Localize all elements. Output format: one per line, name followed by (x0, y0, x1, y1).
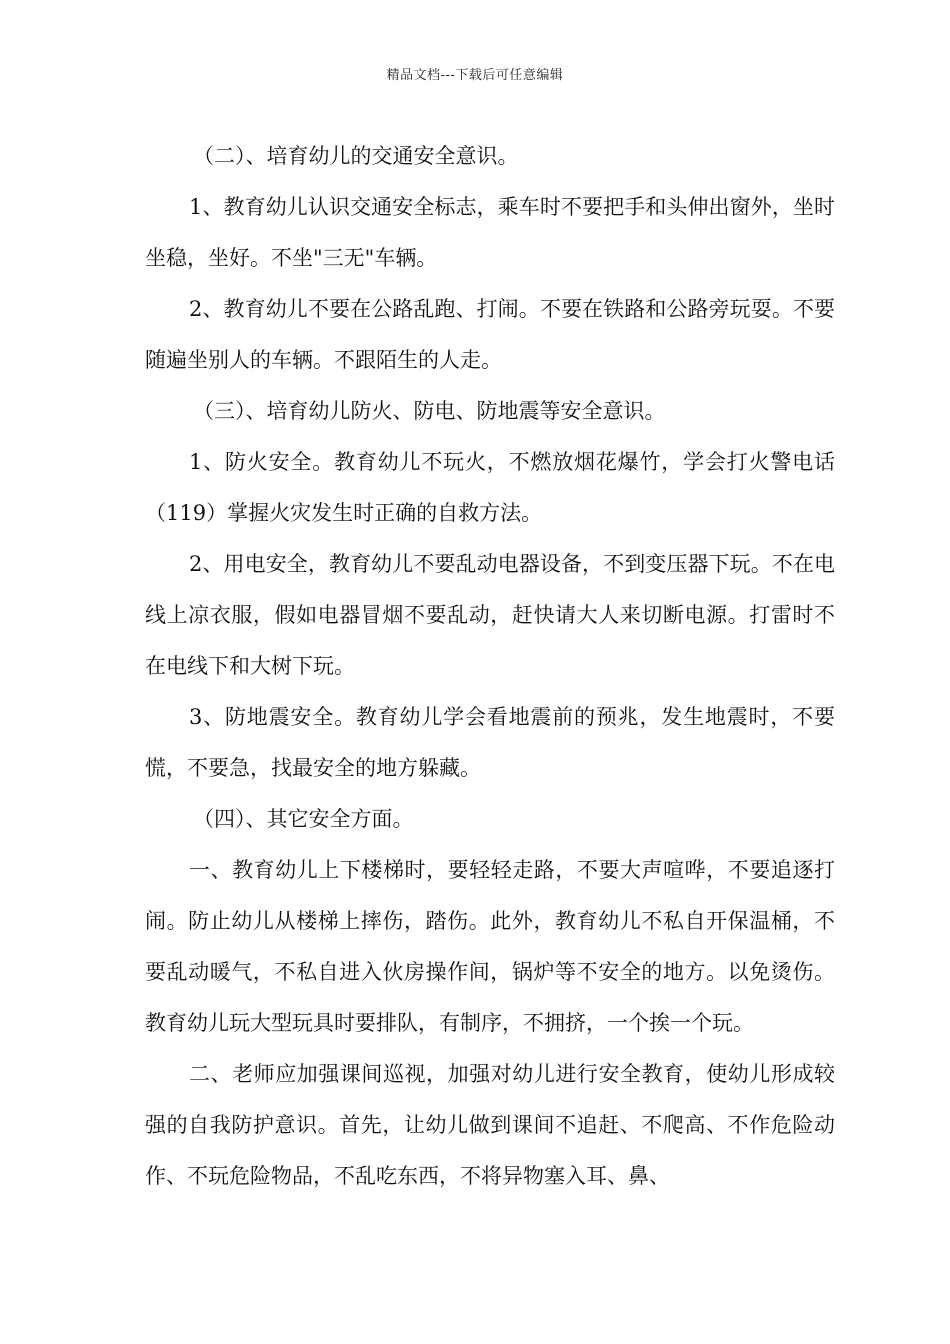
section-heading-traffic: （二）、培育幼儿的交通安全意识。 (193, 144, 519, 168)
section-heading-other: （四）、其它安全方面。 (193, 807, 414, 831)
paragraph-road-safety: 2、教育幼儿不要在公路乱跑、打闹。不要在铁路和公路旁玩耍。不要随遍坐别人的车辆。不跟陌生的人走。 (145, 297, 835, 372)
paragraph-traffic-signs: 1、教育幼儿认识交通安全标志，乘车时不要把手和头伸出窗外，坐时坐稳，坐好。不坐"三无"车辆。 (145, 195, 835, 270)
document-body (145, 131, 835, 1202)
paragraph-teacher-supervision: 二、老师应加强课间巡视，加强对幼儿进行安全教育，使幼儿形成较强的自我防护意识。首先，让幼儿做到课间不追赶、不爬高、不作危险动作、不玩危险物品，不乱吃东西，不将异物塞入耳、鼻、 (145, 1062, 835, 1188)
paragraph-fire-safety: 1、防火安全。教育幼儿不玩火，不燃放烟花爆竹，学会打火警电话（119）掌握火灾发生时正确的自救方法。 (145, 450, 835, 525)
section-heading-fire-electric-quake: （三）、培育幼儿防火、防电、防地震等安全意识。 (193, 399, 666, 423)
paragraph-stairs-safety: 一、教育幼儿上下楼梯时，要轻轻走路，不要大声喧哗，不要追逐打闹。防止幼儿从楼梯上摔伤，踏伤。此外，教育幼儿不私自开保温桶，不要乱动暖气，不私自进入伙房操作间，锅炉等不安全的地方。以免烫伤。教育幼儿玩大型玩具时要排队，有制序，不拥挤，一个挨一个玩。 (145, 858, 835, 1035)
paragraph-earthquake-safety: 3、防地震安全。教育幼儿学会看地震前的预兆，发生地震时，不要慌，不要急，找最安全的地方躲藏。 (145, 705, 835, 780)
paragraph-electric-safety: 2、用电安全，教育幼儿不要乱动电器设备，不到变压器下玩。不在电线上凉衣服，假如电器冒烟不要乱动，赶快请大人来切断电源。打雷时不在电线下和大树下玩。 (145, 552, 835, 678)
page-header: 精品文档---下载后可任意编辑 (386, 68, 564, 83)
